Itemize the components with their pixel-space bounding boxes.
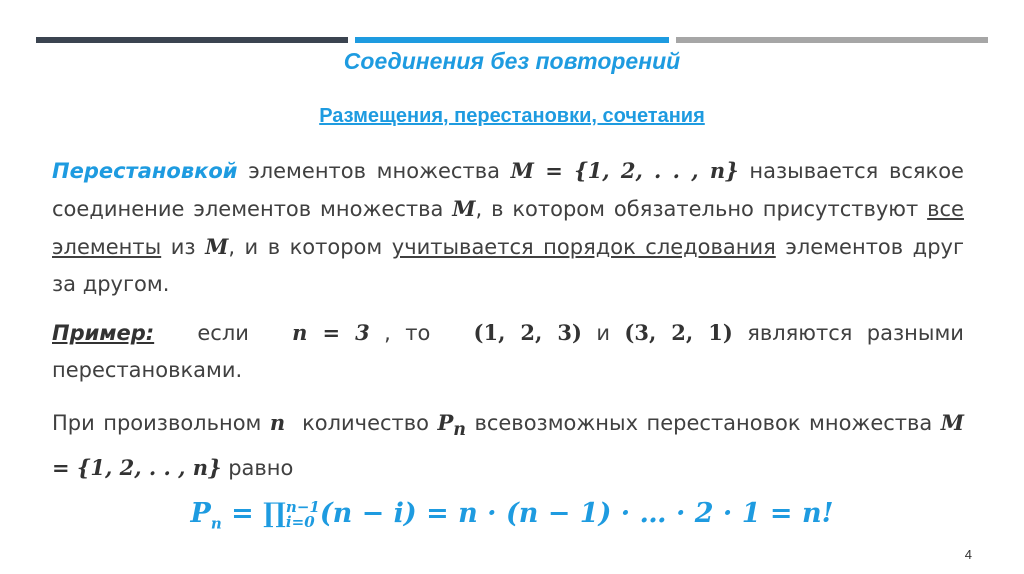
set-name-2: M [205, 234, 229, 259]
definition-set-expression: M = {1, 2, . . , n} [510, 158, 739, 183]
formula-lhs: P [190, 498, 211, 529]
formula-limits [285, 497, 320, 531]
subtitle-text: Размещения, перестановки, сочетания [319, 105, 705, 127]
slide-title: Соединения без повторений [343, 48, 681, 74]
count-paragraph [52, 404, 964, 487]
count-p-sub: n [453, 420, 466, 441]
count-n: n [269, 410, 286, 435]
count-p-symbol [437, 410, 466, 441]
header-bar-gray [676, 37, 988, 43]
definition-text-3: , в котором обязательно присутствуют [475, 197, 919, 221]
formula-lower-limit: i=0 [285, 512, 315, 531]
count-p-letter: P [437, 410, 454, 435]
example-paragraph [52, 314, 964, 389]
header-bar-dark [36, 37, 348, 43]
example-text-2: , то [384, 321, 431, 345]
formula-lhs-sub: n [210, 514, 222, 533]
permutation-formula [0, 498, 1024, 532]
example-text-3: и [596, 321, 610, 345]
example-condition: n = 3 [292, 320, 370, 345]
count-text-4: равно [228, 456, 294, 481]
set-name-1: M [452, 196, 476, 221]
definition-text-4: из [170, 235, 196, 259]
definition-text-6: элементов друг за другом. [52, 235, 964, 296]
example-tuple-2: (3, 2, 1) [624, 320, 733, 345]
example-text-4: являются разными перестановками. [52, 321, 964, 382]
example-label: Пример: [52, 321, 155, 345]
definition-text-5: , и в котором [228, 235, 383, 259]
count-set-expression: M = {1, 2, . . , n} [52, 410, 964, 481]
definition-paragraph [52, 152, 964, 303]
count-text-2: количество [302, 411, 429, 435]
page-number: 4 [964, 547, 972, 562]
underlined-all-elements: все элементы [52, 197, 964, 259]
underlined-order-matters: учитывается порядок следования [391, 235, 776, 259]
definition-text-1: элементов множества [248, 159, 500, 183]
definition-term: Перестановкой [52, 159, 238, 183]
example-tuple-1: (1, 2, 3) [473, 320, 582, 345]
formula-rhs: (n − i) = n · (n − 1) · … · 2 · 1 = n! [319, 498, 834, 529]
slide-subtitle [0, 104, 1024, 128]
count-text-3: всевозможных перестановок множества [474, 411, 933, 435]
example-text-1: если [197, 321, 249, 345]
formula-product-sign: = ∏ [221, 498, 286, 529]
count-text-1: При произвольном [52, 411, 262, 435]
definition-text-2: называется всякое соединение элементов множества [52, 159, 964, 221]
formula-upper-limit: n−1 [285, 497, 320, 516]
header-bar-blue [355, 37, 669, 43]
